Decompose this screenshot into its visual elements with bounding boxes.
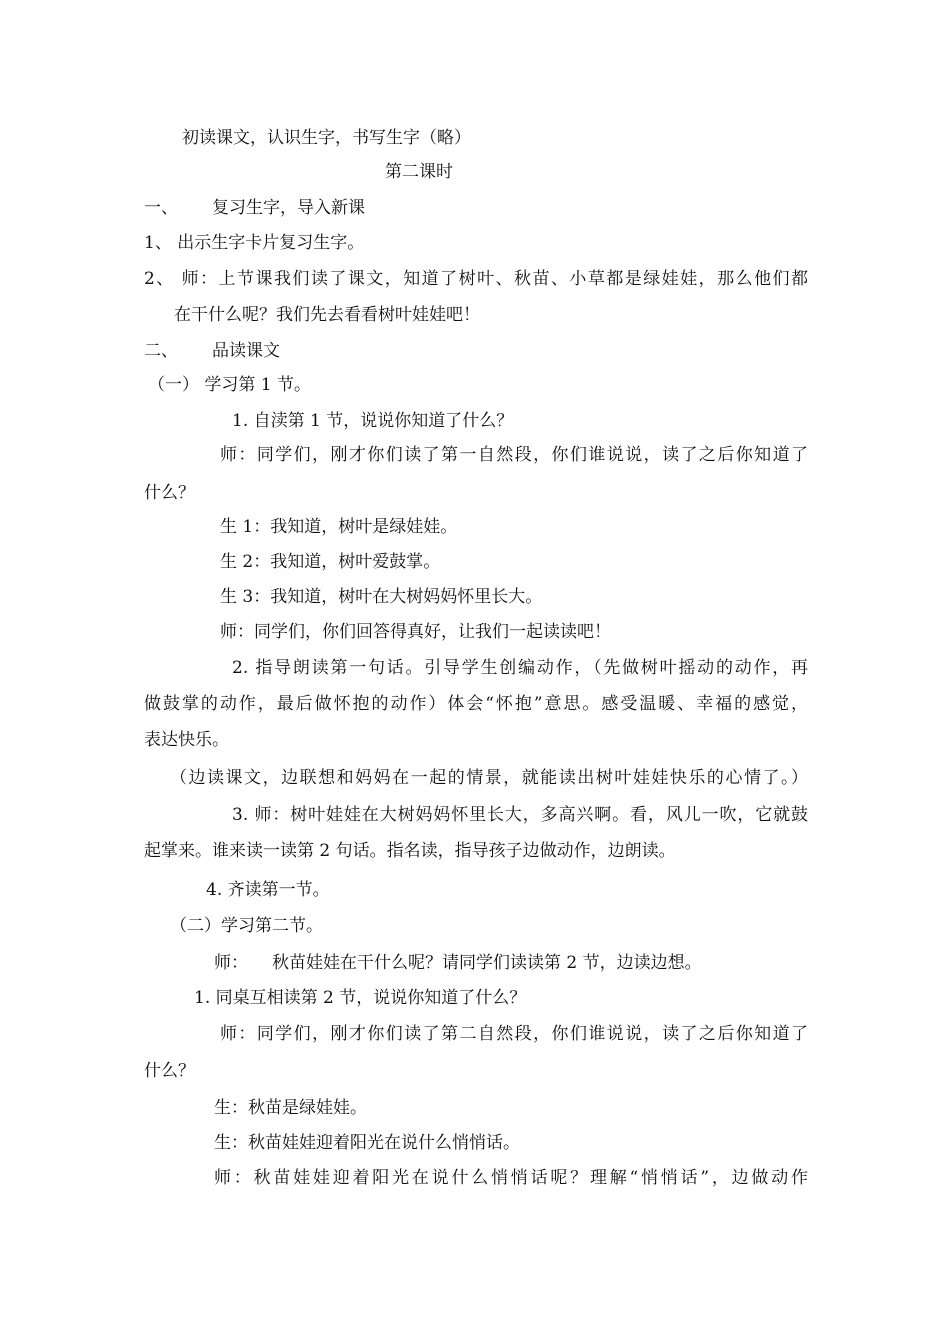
text-line: 师：同学们，刚才你们读了第二自然段，你们谁说说，读了之后你知道了 [220,1024,808,1044]
text-line: 1. 自渎第 1 节，说说你知道了什么？ [232,411,514,431]
text-line: 2、 师：上节课我们读了课文，知道了树叶、秋苗、小草都是绿娃娃，那么他们都 [144,269,808,289]
text-line: 生 1：我知道，树叶是绿娃娃。 [220,517,458,537]
section-heading: 复习生字，导入新课 [212,198,365,218]
text-line: 3. 师：树叶娃娃在大树妈妈怀里长大，多高兴啊。看，风儿一吹，它就鼓 [232,805,808,825]
text-line: 师：同学们，你们回答得真好，让我们一起读读吧！ [220,622,611,642]
speaker-label: 师： [214,953,248,973]
section-number: 二、 [144,341,178,361]
text-line: 什么？ [144,483,195,503]
text-line: 2. 指导朗读第一句话。引导学生创编动作，（先做树叶摇动的动作，再 [232,658,808,678]
text-line: 秋苗娃娃在干什么呢？请同学们读读第 2 节，边读边想。 [272,953,702,973]
text-line: 在干什么呢？我们先去看看树叶娃娃吧！ [174,305,480,325]
lesson-title: 第二课时 [385,162,453,182]
text-line: 什么？ [144,1061,195,1081]
text-line: 初读课文，认识生字，书写生字（略） [182,128,471,148]
text-line: 1、 出示生字卡片复习生字。 [144,233,365,253]
text-line: 师：同学们，刚才你们读了第一自然段，你们谁说说，读了之后你知道了 [220,445,808,465]
subsection-heading: （二）学习第二节。 [170,916,323,936]
text-line: 生 2：我知道，树叶爱鼓掌。 [220,552,441,572]
text-line: （边读课文，边联想和妈妈在一起的情景，就能读出树叶娃娃快乐的心情了。） [170,768,808,788]
text-line: 4. 齐读第一节。 [206,880,330,900]
text-line: 做鼓掌的动作，最后做怀抱的动作）体会“怀抱”意思。感受温暖、幸福的感觉， [144,694,808,714]
text-line: 表达快乐。 [144,730,229,750]
text-line: 1. 同桌互相读第 2 节，说说你知道了什么？ [194,988,527,1008]
section-heading: 品读课文 [212,341,280,361]
text-line: 师：秋苗娃娃迎着阳光在说什么悄悄话呢？理解“悄悄话”，边做动作 [214,1168,808,1188]
text-line: 生：秋苗是绿娃娃。 [214,1098,367,1118]
section-number: 一、 [144,198,178,218]
text-line: 生 3：我知道，树叶在大树妈妈怀里长大。 [220,587,543,607]
text-line: 起掌来。谁来读一读第 2 句话。指名读，指导孩子边做动作，边朗读。 [144,841,676,861]
text-line: 生：秋苗娃娃迎着阳光在说什么悄悄话。 [214,1133,520,1153]
subsection-heading: （一） 学习第 1 节。 [148,375,312,395]
